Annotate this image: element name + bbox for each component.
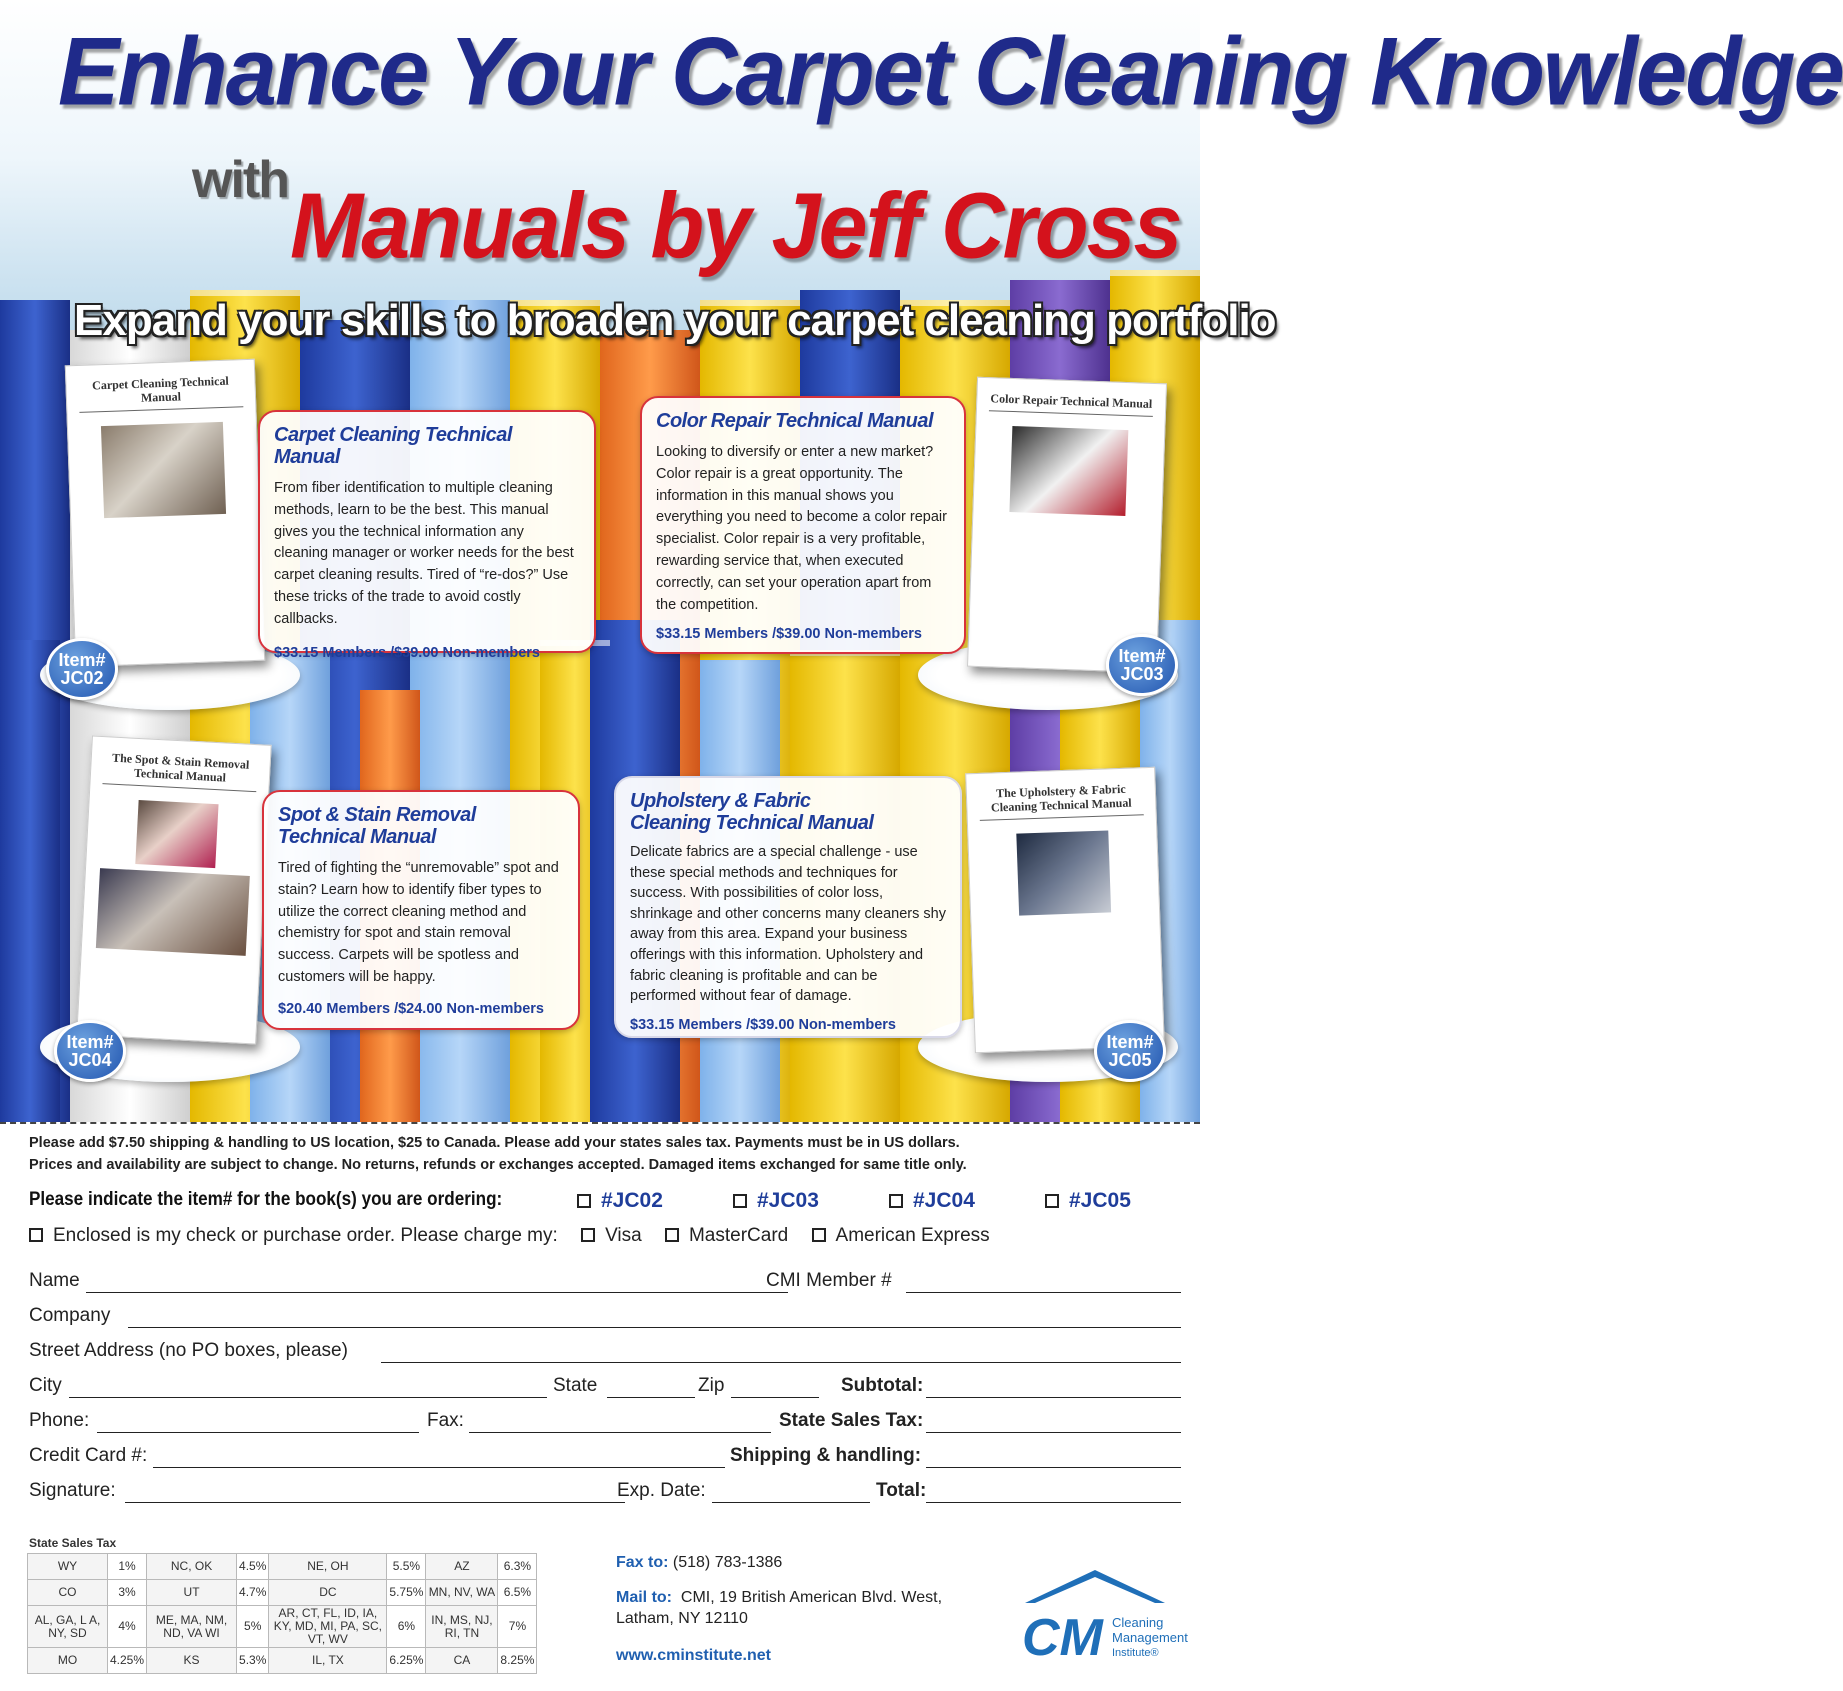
street-label: Street Address (no PO boxes, please): [29, 1340, 348, 1361]
item-checkbox-jc05[interactable]: #JC05: [1045, 1189, 1131, 1213]
tax-state: CA: [426, 1648, 498, 1674]
tax-rate: 6.3%: [498, 1554, 537, 1580]
fax-row: [616, 1552, 782, 1574]
phone-label: Phone:: [29, 1410, 90, 1431]
name-label: Name: [29, 1270, 80, 1291]
tax-state: NC, OK: [147, 1554, 237, 1580]
logo-line1: Cleaning: [1112, 1615, 1164, 1630]
tax-row: [28, 1554, 537, 1580]
credit-card-line: [29, 1445, 1181, 1473]
tax-rate: 3%: [108, 1580, 147, 1606]
city-label: City: [29, 1375, 62, 1396]
order-notice: Please add $7.50 shipping & handling to US location, $25 to Canada. Please add your states sales tax. Payments must be in US dollars. Prices and availability are subject to change. No returns, refunds or exchanges accepted. Damaged items exchanged for same title only.: [29, 1135, 967, 1173]
cmi-logo: [1020, 1565, 1195, 1665]
name-field[interactable]: [86, 1292, 788, 1293]
member-label: CMI Member #: [766, 1270, 892, 1291]
amex-checkbox[interactable]: American Express: [812, 1225, 990, 1246]
product-card-jc05: [614, 776, 962, 1038]
product-title: Upholstery & Fabric Cleaning Technical Manual: [630, 790, 874, 834]
visa-checkbox[interactable]: Visa: [581, 1225, 642, 1246]
tax-rate: 5.3%: [237, 1648, 269, 1674]
company-label: Company: [29, 1305, 111, 1326]
tax-rate: 4.7%: [237, 1580, 269, 1606]
payment-row: [29, 1225, 1179, 1247]
tax-rate: 8.25%: [498, 1648, 537, 1674]
mail-address-line2: Latham, NY 12110: [616, 1610, 748, 1627]
state-field[interactable]: [607, 1397, 695, 1398]
fax-number: (518) 783-1386: [672, 1554, 783, 1571]
credit-card-field[interactable]: [153, 1467, 725, 1468]
tax-state: MO: [28, 1648, 108, 1674]
tax-state: NE, OH: [269, 1554, 387, 1580]
tax-rate: 6%: [387, 1606, 426, 1648]
book-cover-jc02: [65, 359, 265, 667]
check-checkbox[interactable]: Enclosed is my check or purchase order. Please charge my:: [29, 1225, 558, 1246]
company-field[interactable]: [128, 1327, 1181, 1328]
street-field[interactable]: [381, 1362, 1181, 1363]
tax-rate: 5.75%: [387, 1580, 426, 1606]
subheadline: Manuals by Jeff Cross: [290, 173, 1181, 278]
member-field[interactable]: [906, 1292, 1181, 1293]
item-code: JC05: [1108, 1050, 1152, 1070]
total-field[interactable]: [926, 1502, 1181, 1503]
fax-field[interactable]: [469, 1432, 771, 1433]
product-description: Delicate fabrics are a special challenge - use these special methods and techniques for success. With possibilities of color loss, shrinkage and other concerns many cleaners shy away from this area. Expand your business offerings with this information. Upholstery and fabric cleaning is profitable and can be performed without fear of damage.: [630, 844, 946, 1005]
credit-card-label: Credit Card #:: [29, 1445, 148, 1466]
product-card-jc03: [640, 396, 966, 654]
item-checkbox-jc04[interactable]: #JC04: [889, 1189, 975, 1213]
tax-state: AR, CT, FL, ID, IA, KY, MD, MI, PA, SC, VT, WV: [269, 1606, 387, 1648]
tax-row: [28, 1648, 537, 1674]
mail-address-line1: CMI, 19 British American Blvd. West,: [680, 1589, 943, 1606]
cover-photo: [96, 868, 250, 956]
product-price: $33.15 Members /$39.00 Non-members: [274, 644, 540, 661]
product-description: Looking to diversify or enter a new market? Color repair is a great opportunity. The information in this manual shows you everything you need to become a color repair specialist. Color repair is a very profitable, rewarding service that, when executed correctly, can set your operation apart from the competition.: [656, 444, 947, 613]
item-badge-jc05: Item# JC05: [1094, 1020, 1166, 1082]
item-checkbox-jc03[interactable]: #JC03: [733, 1189, 819, 1213]
tax-rate: 6.25%: [387, 1648, 426, 1674]
fax-label: Fax to:: [616, 1554, 669, 1571]
product-card-jc02: [258, 410, 596, 661]
checkbox[interactable]: [581, 1228, 595, 1242]
checkbox[interactable]: [889, 1194, 903, 1208]
name-line: [29, 1270, 1181, 1298]
zip-field[interactable]: [731, 1397, 819, 1398]
sales-tax-body: [28, 1554, 537, 1674]
logo-line3: Institute®: [1112, 1647, 1159, 1659]
signature-field[interactable]: [125, 1502, 625, 1503]
checkbox[interactable]: [812, 1228, 826, 1242]
tax-rate: 4.5%: [237, 1554, 269, 1580]
cover-photo: [135, 800, 218, 868]
tagline: Expand your skills to broaden your carpet cleaning portfolio: [74, 296, 1276, 345]
tax-state: KS: [147, 1648, 237, 1674]
state-tax-field[interactable]: [926, 1432, 1181, 1433]
logo-mark: CM: [1022, 1609, 1103, 1667]
phone-line: [29, 1410, 1181, 1438]
subtotal-label: Subtotal:: [841, 1375, 924, 1396]
product-description: Tired of fighting the “unremovable” spot and stain? Learn how to identify fiber types to utilize the correct cleaning method and chemistry for spot and stain removal success. Carpets will be spotless and customers will be happy.: [278, 860, 559, 985]
tax-rate: 7%: [498, 1606, 537, 1648]
tax-state: AL, GA, L A, NY, SD: [28, 1606, 108, 1648]
product-price: $33.15 Members /$39.00 Non-members: [630, 1016, 896, 1033]
mail-label: Mail to:: [616, 1589, 672, 1606]
fax-label: Fax:: [427, 1410, 464, 1431]
tax-state: AZ: [426, 1554, 498, 1580]
product-price: $33.15 Members /$39.00 Non-members: [656, 626, 922, 643]
street-line: [29, 1340, 1181, 1368]
signature-label: Signature:: [29, 1480, 116, 1501]
tax-state: UT: [147, 1580, 237, 1606]
tax-rate: 5%: [237, 1606, 269, 1648]
product-title: Color Repair Technical Manual: [656, 410, 934, 432]
cover-title: The Upholstery & Fabric Cleaning Technical Manual: [979, 782, 1144, 820]
sales-tax-table: [27, 1553, 537, 1674]
shipping-label: Shipping & handling:: [730, 1445, 922, 1466]
tax-row: [28, 1606, 537, 1648]
tax-rate: 1%: [108, 1554, 147, 1580]
tax-state: MN, NV, WA: [426, 1580, 498, 1606]
product-description: From fiber identification to multiple cleaning methods, learn to be the best. This manual gives you the technical information any cleaning manager or worker needs for the best carpet cleaning results. Tired of “re-dos?” Use these tricks of the trade to avoid costly callbacks.: [274, 480, 574, 627]
tax-rate: 4%: [108, 1606, 147, 1648]
headline: Enhance Your Carpet Cleaning Knowledge: [58, 18, 1843, 126]
tax-state: IL, TX: [269, 1648, 387, 1674]
product-title: Carpet Cleaning Technical Manual: [274, 424, 512, 468]
checkbox[interactable]: [665, 1228, 679, 1242]
exp-date-field[interactable]: [712, 1502, 870, 1503]
total-label: Total:: [876, 1480, 927, 1501]
tax-state: CO: [28, 1580, 108, 1606]
city-field[interactable]: [69, 1397, 547, 1398]
cover-photo: [101, 422, 226, 518]
city-line: [29, 1375, 1181, 1403]
state-label: State: [553, 1375, 598, 1396]
checkbox[interactable]: [733, 1194, 747, 1208]
book-cover-jc03: [967, 377, 1167, 673]
book-cover-jc05: [965, 767, 1165, 1053]
product-title: Spot & Stain Removal Technical Manual: [278, 804, 476, 848]
shipping-field[interactable]: [926, 1467, 1181, 1468]
tax-state: DC: [269, 1580, 387, 1606]
cover-title: Color Repair Technical Manual: [989, 392, 1154, 417]
tax-row: [28, 1580, 537, 1606]
item-code: JC02: [60, 668, 104, 688]
tax-rate: 4.25%: [108, 1648, 147, 1674]
mastercard-checkbox[interactable]: MasterCard: [665, 1225, 788, 1246]
mail-row: [616, 1587, 942, 1609]
phone-field[interactable]: [97, 1432, 419, 1433]
item-code: JC03: [1120, 664, 1164, 684]
item-badge-jc03: Item# JC03: [1106, 634, 1178, 696]
cover-title: The Spot & Stain Removal Technical Manual: [102, 751, 257, 792]
tax-rate: 6.5%: [498, 1580, 537, 1606]
state-tax-label: State Sales Tax:: [779, 1410, 924, 1431]
product-card-jc04: [262, 790, 580, 1030]
tax-rate: 5.5%: [387, 1554, 426, 1580]
sales-tax-title: State Sales Tax: [29, 1536, 117, 1550]
website-link[interactable]: www.cminstitute.net: [616, 1647, 771, 1664]
zip-label: Zip: [698, 1375, 725, 1396]
item-selection-row: [29, 1189, 1179, 1215]
headline-with: with: [192, 151, 288, 209]
item-badge-jc02: Item# JC02: [46, 638, 118, 700]
checkbox[interactable]: [29, 1228, 43, 1242]
cover-title: Carpet Cleaning Technical Manual: [78, 374, 243, 412]
cut-line: [0, 1122, 1200, 1124]
tax-state: IN, MS, NJ, RI, TN: [426, 1606, 498, 1648]
item-checkbox-jc02[interactable]: #JC02: [577, 1189, 663, 1213]
item-prompt: Please indicate the item# for the book(s) you are ordering:: [29, 1189, 503, 1210]
logo-line2: Management: [1112, 1630, 1188, 1645]
checkbox[interactable]: [577, 1194, 591, 1208]
cover-photo: [1009, 426, 1128, 516]
tax-state: WY: [28, 1554, 108, 1580]
tax-state: ME, MA, NM, ND, VA WI: [147, 1606, 237, 1648]
book-cover-jc04: [76, 735, 271, 1044]
item-badge-jc04: Item# JC04: [54, 1020, 126, 1082]
subtotal-field[interactable]: [926, 1397, 1181, 1398]
exp-date-label: Exp. Date:: [617, 1480, 706, 1501]
signature-line: [29, 1480, 1181, 1508]
checkbox[interactable]: [1045, 1194, 1059, 1208]
product-price: $20.40 Members /$24.00 Non-members: [278, 1000, 544, 1017]
item-code: JC04: [68, 1050, 112, 1070]
company-line: [29, 1305, 1181, 1333]
cover-photo: [1016, 830, 1111, 915]
